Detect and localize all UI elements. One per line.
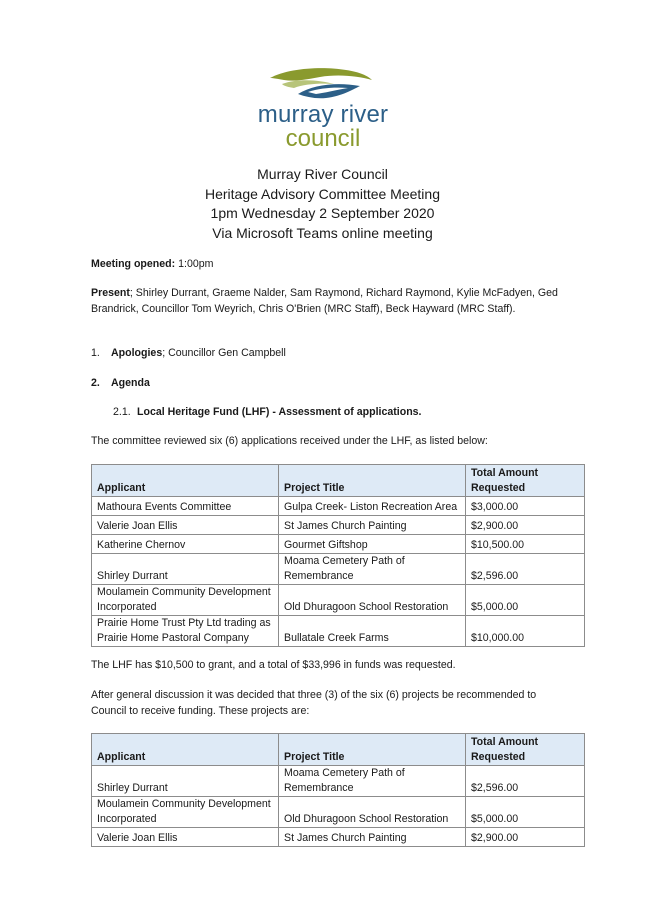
cell-project: Old Dhuragoon School Restoration: [279, 585, 466, 616]
cell-amount: $2,900.00: [466, 828, 585, 847]
cell-amount: $5,000.00: [466, 585, 585, 616]
header-amount-line1: Total Amount: [471, 467, 539, 479]
cell-applicant: Valerie Joan Ellis: [92, 828, 279, 847]
recommended-table: [91, 733, 585, 847]
present-paragraph: [91, 286, 561, 317]
cell-amount: $10,000.00: [466, 616, 585, 647]
cell-project: St James Church Painting: [279, 516, 466, 535]
meeting-heading: [0, 165, 645, 243]
agenda-subitem-lhf: [113, 405, 583, 421]
meeting-opened-value: 1:00pm: [175, 258, 214, 270]
river-logo-icon: [268, 66, 378, 102]
council-logo: [248, 66, 398, 156]
cell-amount: $2,596.00: [466, 766, 585, 797]
table-row: [92, 497, 585, 516]
table-row: [92, 797, 585, 828]
cell-project: Moama Cemetery Path of Remembrance: [279, 554, 466, 585]
header-amount-line1: Total Amount: [471, 736, 539, 748]
header-amount: [466, 734, 585, 766]
table-header-row: [92, 734, 585, 766]
agenda-label: Agenda: [111, 377, 150, 389]
heading-venue: Via Microsoft Teams online meeting: [212, 224, 433, 241]
header-amount-line2: Requested: [471, 481, 526, 494]
table-row: [92, 616, 585, 647]
table-row: [92, 766, 585, 797]
item-number: 2.: [91, 377, 100, 389]
cell-amount: $10,500.00: [466, 535, 585, 554]
item-number: 1.: [91, 347, 100, 359]
cell-applicant: Moulamein Community Development Incorporated: [92, 797, 279, 828]
header-amount-line2: Requested: [471, 750, 526, 763]
applications-intro: The committee reviewed six (6) applications received under the LHF, as listed below:: [91, 435, 488, 447]
table-row: [92, 535, 585, 554]
cell-applicant: Valerie Joan Ellis: [92, 516, 279, 535]
present-label: Present: [91, 287, 130, 299]
cell-project: Gulpa Creek- Liston Recreation Area: [279, 497, 466, 516]
meeting-opened-label: Meeting opened:: [91, 258, 176, 270]
table-row: [92, 585, 585, 616]
present-list: ; Shirley Durrant, Graeme Nalder, Sam Raymond, Richard Raymond, Kylie McFadyen, Ged Brandrick, Councillor Tom Weyrich, Chris O'Brien (MRC Staff), Beck Hayward (MRC Staff).: [91, 287, 558, 315]
agenda-item-apologies: [91, 346, 561, 362]
decision-paragraph: After general discussion it was decided that three (3) of the six (6) projects be recommended to Council to receive funding. These projects are:: [91, 689, 537, 717]
logo-text-murray-river: murray river: [257, 101, 389, 128]
cell-project: Gourmet Giftshop: [279, 535, 466, 554]
cell-applicant: Mathoura Events Committee: [92, 497, 279, 516]
meeting-opened: [91, 257, 561, 273]
header-applicant: Applicant: [92, 465, 279, 497]
agenda-item-agenda: [91, 376, 561, 392]
subitem-number: 2.1.: [113, 406, 131, 418]
cell-applicant: Prairie Home Trust Pty Ltd trading as Prairie Home Pastoral Company: [92, 616, 279, 647]
header-project-title: Project Title: [279, 734, 466, 766]
cell-applicant: Moulamein Community Development Incorporated: [92, 585, 279, 616]
cell-amount: $2,900.00: [466, 516, 585, 535]
cell-project: Moama Cemetery Path of Remembrance: [279, 766, 466, 797]
funding-summary: The LHF has $10,500 to grant, and a total of $33,996 in funds was requested.: [91, 659, 456, 671]
table-row: [92, 828, 585, 847]
cell-project: Old Dhuragoon School Restoration: [279, 797, 466, 828]
heading-council-name: Murray River Council: [257, 166, 388, 182]
table-header-row: [92, 465, 585, 497]
heading-datetime: 1pm Wednesday 2 September 2020: [210, 205, 435, 221]
cell-applicant: Shirley Durrant: [92, 554, 279, 585]
heading-committee: Heritage Advisory Committee Meeting: [205, 185, 440, 202]
lhf-heading: Local Heritage Fund (LHF) - Assessment of applications.: [137, 406, 422, 418]
cell-project: Bullatale Creek Farms: [279, 616, 466, 647]
cell-applicant: Shirley Durrant: [92, 766, 279, 797]
cell-amount: $2,596.00: [466, 554, 585, 585]
cell-project: St James Church Painting: [279, 828, 466, 847]
applications-table: [91, 464, 585, 647]
table-row: [92, 554, 585, 585]
header-amount: [466, 465, 585, 497]
cell-amount: $5,000.00: [466, 797, 585, 828]
header-project-title: Project Title: [279, 465, 466, 497]
table-row: [92, 516, 585, 535]
cell-amount: $3,000.00: [466, 497, 585, 516]
apologies-label: Apologies: [111, 347, 163, 359]
cell-applicant: Katherine Chernov: [92, 535, 279, 554]
header-applicant: Applicant: [92, 734, 279, 766]
apologies-value: ; Councillor Gen Campbell: [162, 347, 286, 359]
logo-text-council: council: [285, 125, 361, 152]
